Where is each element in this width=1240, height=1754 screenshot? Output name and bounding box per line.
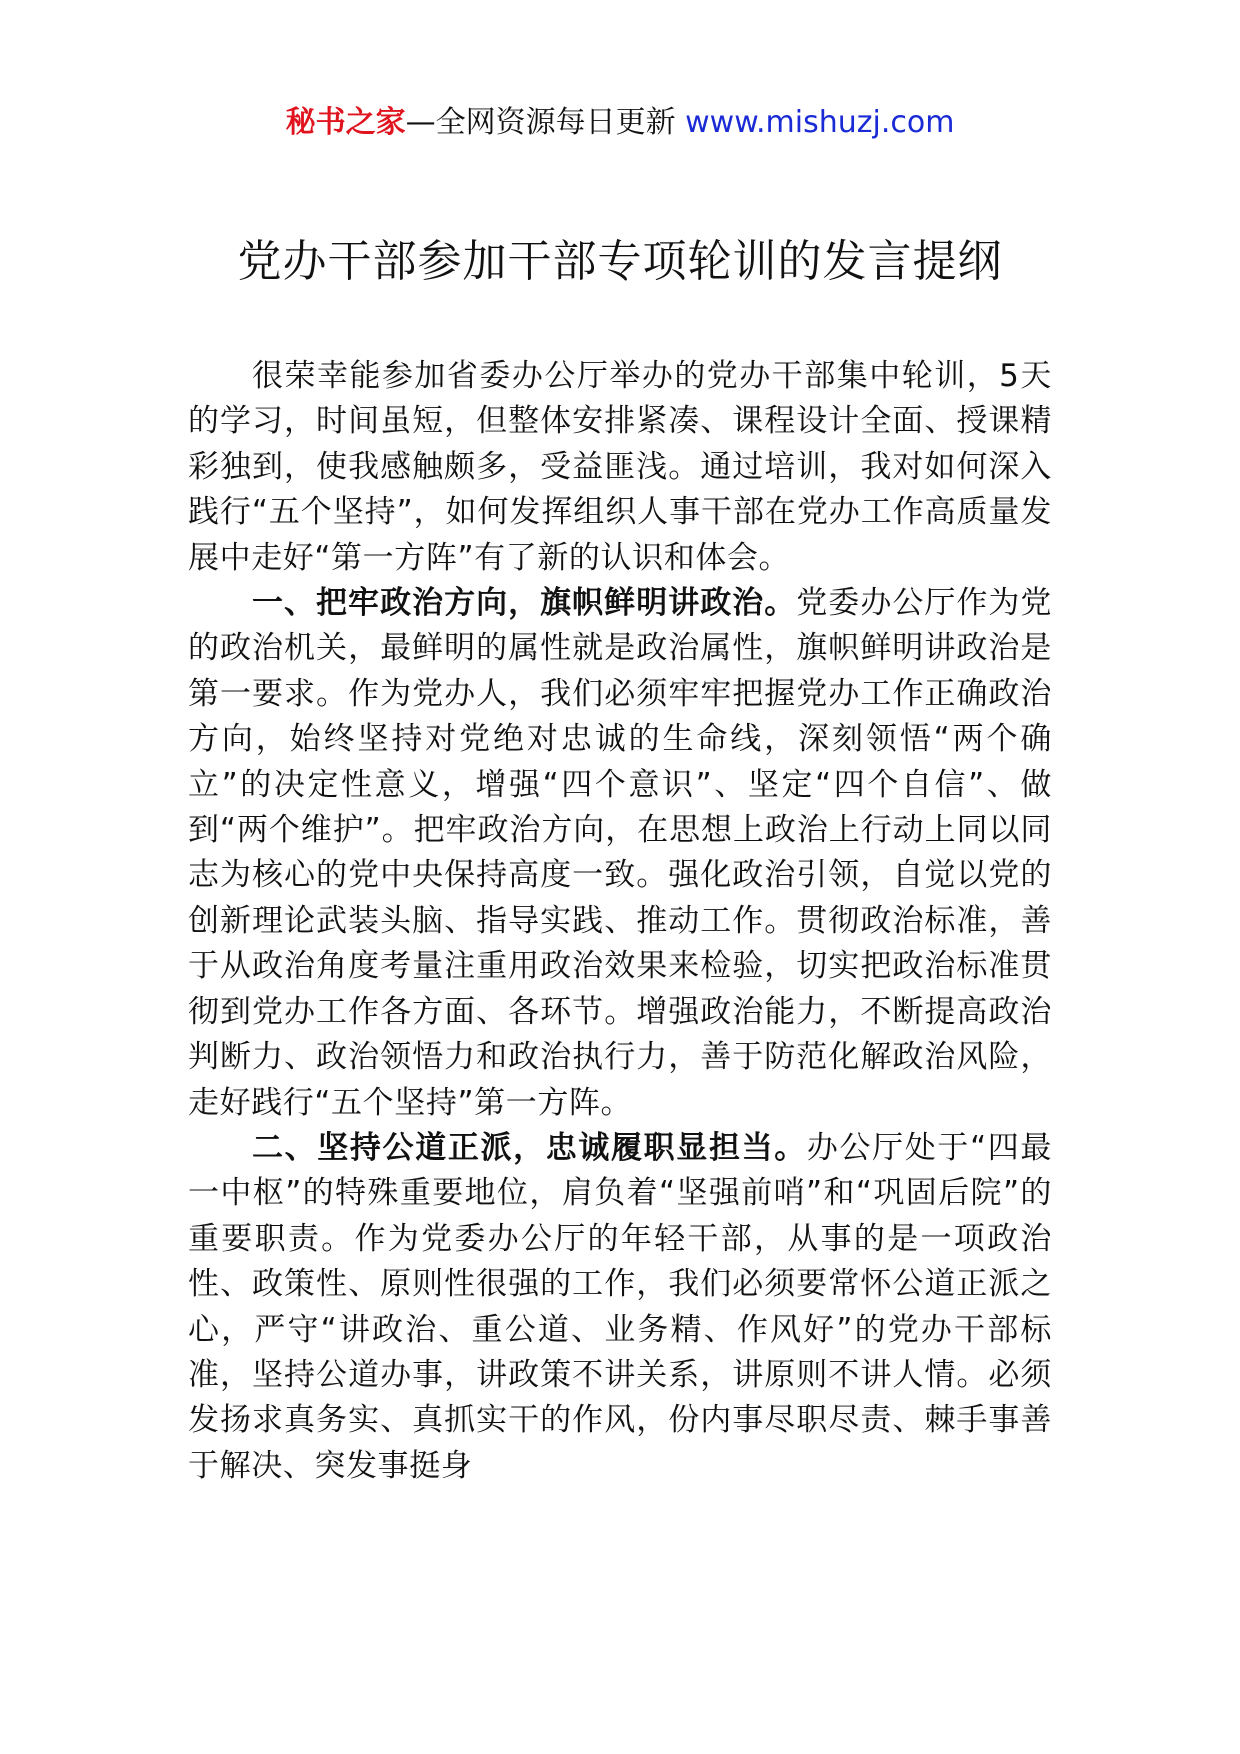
site-url-link[interactable]: www.mishuzj.com (685, 105, 955, 140)
brand-name: 秘书之家 (285, 105, 406, 140)
paragraph-text: 党委办公厅作为党的政治机关，最鲜明的属性就是政治属性，旗帜鲜明讲政治是第一要求。作为党办人，我们必须牢牢把握党办工作正确政治方向，始终坚持对党绝对忠诚的生命线，深刻领悟“两个确立”的决定性意义，增强“四个意识”、坚定“四个自信”、做到“两个维护”。把牢政治方向，在思想上政治上行动上同以同志为核心的党中央保持高度一致。强化政治引领，自觉以党的创新理论武装头脑、指导实践、推动工作。贯彻政治标准，善于从政治角度考量注重用政治效果来检验，切实把政治标准贯彻到党办工作各方面、各环节。增强政治能力，不断提高政治判断力、政治领悟力和政治执行力，善于防范化解政治风险，走好践行“五个坚持”第一方阵。 (188, 585, 1052, 1121)
site-header (0, 100, 1240, 146)
document-body (188, 354, 1052, 1489)
paragraph-text: 办公厅处于“四最一中枢”的特殊重要地位，肩负着“坚强前哨”和“巩固后院”的重要职责。作为党委办公厅的年轻干部，从事的是一项政治性、政策性、原则性很强的工作，我们必须要常怀公道正派之心，严守“讲政治、重公道、业务精、作风好”的党办干部标准，坚持公道办事，讲政策不讲关系，讲原则不讲人情。必须发扬求真务实、真抓实干的作风，份内事尽职尽责、棘手事善于解决、突发事挺身 (188, 1129, 1053, 1484)
document-title: 党办干部参加干部专项轮训的发言提纲 (237, 236, 1003, 287)
paragraph-text: 很荣幸能参加省委办公厅举办的党办干部集中轮训，5天的学习，时间虽短，但整体安排紧凑、课程设计全面、授课精彩独到，使我感触颇多，受益匪浅。通过培训，我对如何深入践行“五个坚持”，如何发挥组织人事干部在党办工作高质量发展中走好“第一方阵”有了新的认识和体会。 (188, 358, 1052, 576)
paragraph-section-1 (188, 581, 1052, 1126)
paragraph-intro (188, 354, 1052, 581)
section-heading: 一、把牢政治方向，旗帜鲜明讲政治。 (252, 585, 797, 622)
section-heading: 二、坚持公道正派，忠诚履职显担当。 (252, 1129, 807, 1166)
site-tagline: —全网资源每日更新 (405, 105, 686, 140)
paragraph-section-2 (188, 1126, 1052, 1489)
